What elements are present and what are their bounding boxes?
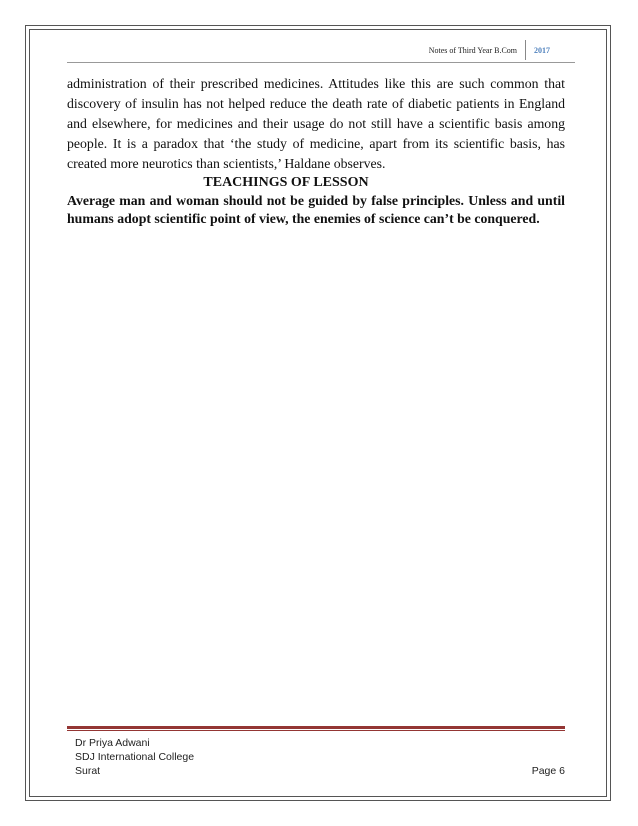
footer-last-row — [75, 764, 565, 778]
footer-page-number: Page 6 — [531, 765, 565, 777]
lesson-text: Average man and woman should not be guided by false principles. Unless and until humans adopt scientific point of view, the enemies of science can’t be conquered. — [67, 193, 565, 226]
footer-college: SDJ International College — [75, 751, 195, 763]
footer-author: Dr Priya Adwani — [75, 737, 150, 749]
lesson-heading: TEACHINGS OF LESSON — [203, 175, 369, 190]
body-paragraph: administration of their prescribed medicines. Attitudes like this are such common that discovery of insulin has not helped reduce the death rate of diabetic patients in England and elsewhere, for medicines and their usage do not still have a scientific basis among people. It is a paradox that ‘the study of medicine, apart from its scientific basis, has created more neurotics than scientists,’ Haldane observes. — [67, 76, 565, 171]
footer-city: Surat — [75, 765, 101, 777]
page-header — [429, 40, 550, 60]
footer-rule-thick — [67, 726, 565, 729]
header-year: 2017 — [534, 45, 550, 55]
header-rule — [67, 62, 575, 63]
page-footer — [75, 736, 565, 778]
footer-rule-thin — [67, 730, 565, 731]
header-doc-title: Notes of Third Year B.Com — [428, 45, 517, 55]
body-text — [67, 74, 565, 174]
